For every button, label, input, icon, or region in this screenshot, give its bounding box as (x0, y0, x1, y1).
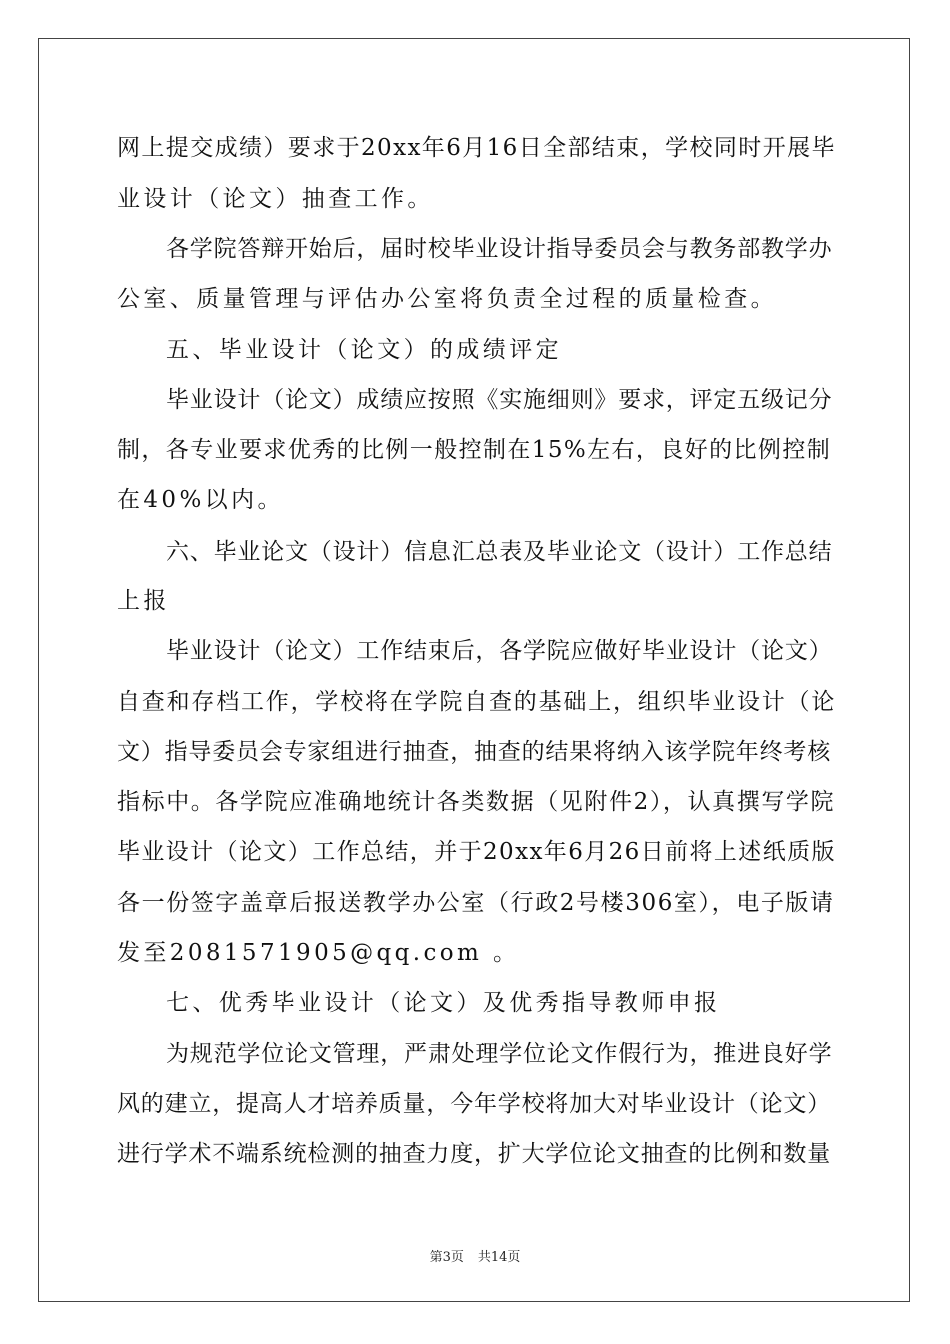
text-line: 制，各专业要求优秀的比例一般控制在15%左右，良好的比例控制 (117, 437, 832, 463)
paragraph-start-line: 毕业设计（论文）工作结束后，各学院应做好毕业设计（论文） (166, 638, 833, 664)
paragraph-start-line: 毕业设计（论文）成绩应按照《实施细则》要求，评定五级记分 (166, 387, 833, 413)
section-heading-5: 五、毕业设计（论文）的成绩评定 (166, 337, 562, 363)
text-line: 在40%以内。 (117, 487, 284, 513)
text-line: 指标中。各学院应准确地统计各类数据（见附件2），认真撰写学院 (117, 789, 836, 815)
page-total: 共14页 (477, 1250, 521, 1265)
text-line: 发至2081571905@qq.com 。 (117, 940, 520, 966)
text-line: 网上提交成绩）要求于20xx年6月16日全部结束，学校同时开展毕 (117, 135, 836, 161)
section-heading-7: 七、优秀毕业设计（论文）及优秀指导教师申报 (166, 990, 721, 1016)
text-line: 公室、质量管理与评估办公室将负责全过程的质量检查。 (117, 286, 777, 312)
text-line: 业设计（论文）抽查工作。 (117, 186, 434, 212)
text-line: 毕业设计（论文）工作总结，并于20xx年6月26日前将上述纸质版 (117, 839, 836, 865)
text-line: 自查和存档工作，学校将在学院自查的基础上，组织毕业设计（论 (117, 689, 837, 715)
page-footer (0, 1246, 950, 1265)
text-line: 文）指导委员会专家组进行抽查，抽查的结果将纳入该学院年终考核 (117, 739, 831, 765)
text-line: 各一份签字盖章后报送教学办公室（行政2号楼306室），电子版请 (117, 890, 835, 916)
text-line: 上报 (117, 588, 170, 614)
text-line: 进行学术不端系统检测的抽查力度，扩大学位论文抽查的比例和数量 (117, 1141, 831, 1167)
section-heading-6: 六、毕业论文（设计）信息汇总表及毕业论文（设计）工作总结 (166, 539, 833, 565)
paragraph-start-line: 为规范学位论文管理，严肃处理学位论文作假行为，推进良好学 (166, 1041, 833, 1067)
paragraph-start-line: 各学院答辩开始后，届时校毕业设计指导委员会与教务部教学办 (166, 236, 833, 262)
page-number: 第3页 (429, 1250, 464, 1265)
text-line: 风的建立，提高人才培养质量，今年学校将加大对毕业设计（论文） (117, 1091, 831, 1117)
